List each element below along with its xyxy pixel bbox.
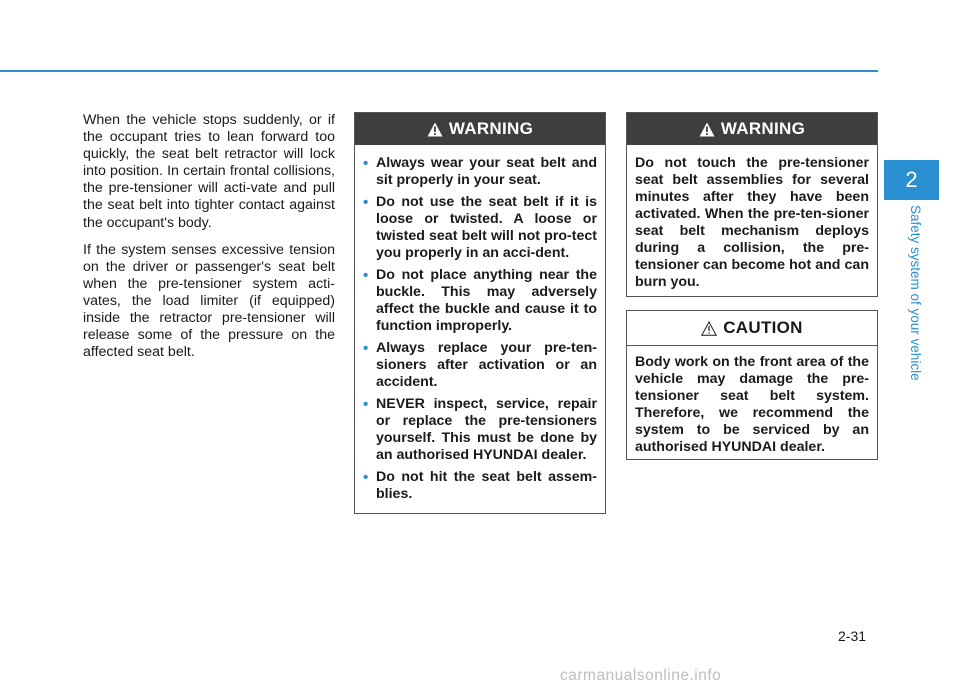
watermark-text: carmanualsonline.info (560, 667, 722, 684)
caution-triangle-icon (701, 321, 717, 336)
chapter-number-tab: 2 (884, 160, 939, 200)
caution-box (626, 310, 878, 460)
caution-header (627, 311, 877, 346)
bullet-icon: • (363, 396, 369, 413)
page-number: 2-31 (838, 628, 867, 644)
list-item: • Always wear your seat belt and sit properly in your seat. (363, 155, 597, 188)
warning-title-2: WARNING (720, 119, 806, 138)
warning-list (363, 155, 597, 503)
warning-box-1 (354, 112, 606, 514)
warning-text-2: Do not touch the pre-tensioner seat belt assemblies for several minutes after they have been activated. When the pre-ten-sioner seat belt mechanism deploys during a collision, the pre-tensioner can become hot and can burn you. (635, 155, 869, 290)
bullet-icon: • (363, 194, 369, 211)
bullet-icon: • (363, 267, 369, 284)
list-item: • NEVER inspect, service, repair or replace the pre-tensioners yourself. This must be done by an authorised HYUNDAI dealer. (363, 396, 597, 463)
caution-text: Body work on the front area of the vehicle may damage the pre-tensioner seat belt system. Therefore, we recommend the system to be serviced by an authorised HYUNDAI dealer. (635, 354, 869, 455)
warning-header-1 (355, 113, 605, 145)
warning-title-1: WARNING (448, 119, 534, 138)
body-paragraph-1: When the vehicle stops suddenly, or if the occupant tries to lean forward too quickly, the seat belt retractor will lock into position. In certain frontal collisions, the pre-tensioner will acti-vate and pull the seat belt into tighter contact against the occupant's body. (83, 112, 335, 231)
bullet-icon: • (363, 340, 369, 357)
body-text (83, 112, 335, 371)
warning-triangle-icon (699, 122, 715, 137)
list-item: • Always replace your pre-ten-sioners after activation or an accident. (363, 340, 597, 390)
body-paragraph-2: If the system senses excessive tension on the driver or passenger's seat belt when the pre-tensioner system acti-vates, the load limiter (if equipped) inside the retractor pre-tensioner will release some of the pressure on the affected seat belt. (83, 241, 335, 361)
warning-header-2 (627, 113, 877, 145)
warning-triangle-icon (427, 122, 443, 137)
list-item: • Do not place anything near the buckle. This may adversely affect the buckle and cause it to function improperly. (363, 267, 597, 334)
top-rule (0, 70, 878, 72)
list-item: • Do not use the seat belt if it is loose or twisted. A loose or twisted seat belt will not pro-tect you properly in an acci-dent. (363, 194, 597, 261)
list-item: • Do not hit the seat belt assem-blies. (363, 469, 597, 502)
chapter-title-vertical: Safety system of your vehicle (908, 205, 923, 381)
bullet-icon: • (363, 469, 369, 486)
bullet-icon: • (363, 155, 369, 172)
warning-box-2 (626, 112, 878, 297)
caution-title: CAUTION (723, 318, 803, 337)
